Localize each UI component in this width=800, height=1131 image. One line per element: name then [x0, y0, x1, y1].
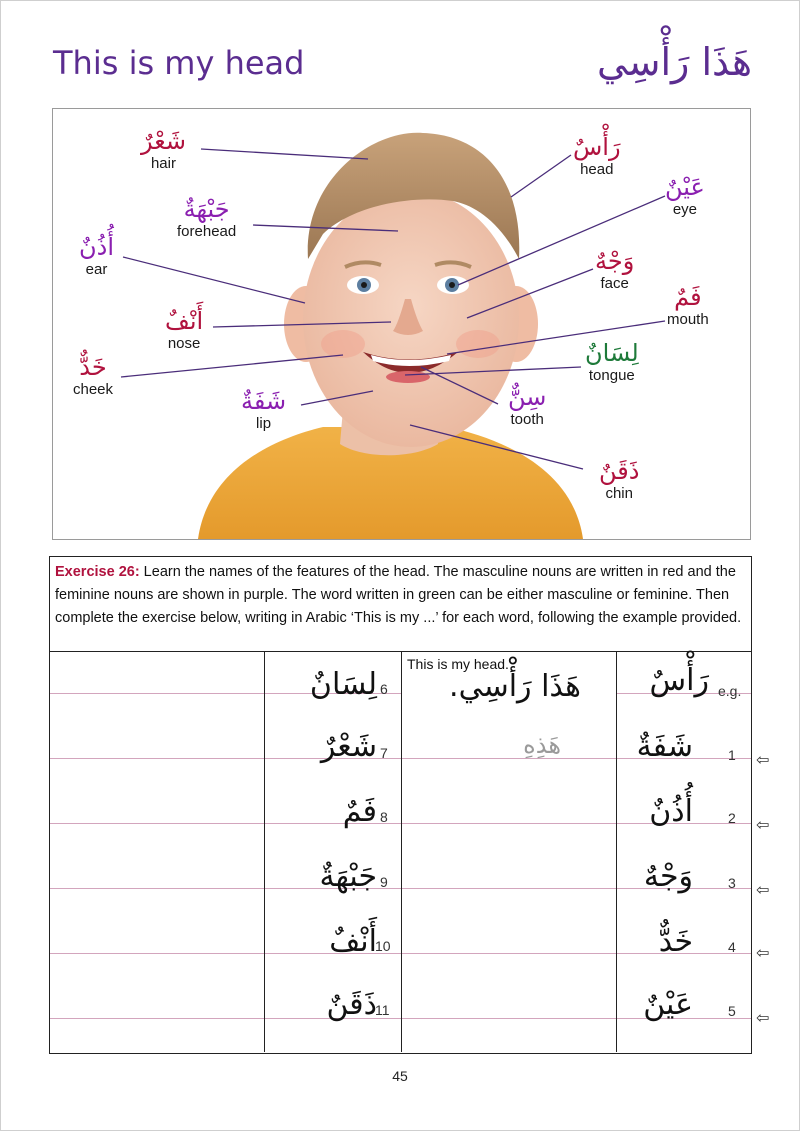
item-number: 8 [380, 809, 388, 825]
column-divider [616, 652, 617, 1052]
page-number: 45 [392, 1068, 408, 1084]
page-title: This is my head [53, 44, 305, 82]
word-3: وَجْهٌ [643, 859, 693, 894]
writing-line[interactable] [50, 888, 264, 889]
column-divider [264, 652, 265, 1052]
page-title-arabic: هَذَا رَأْسِي [596, 40, 752, 84]
word-10: أَنْفٌ [329, 924, 377, 959]
writing-line[interactable] [402, 758, 616, 759]
writing-line[interactable] [50, 758, 264, 759]
writing-line[interactable] [402, 953, 616, 954]
exercise-text: Learn the names of the features of the head. The masculine nouns are written in red and the feminine nouns are shown in purple. The word written in green can be either masculine or feminine. Then complete the exercise below, writing in Arabic ‘This is my ...’ for each word, following the example provided. [55, 564, 742, 626]
writing-line[interactable] [50, 953, 264, 954]
label-tooth: سِنٌّ tooth [508, 383, 547, 428]
arrow-left-icon: ⇦ [756, 750, 770, 769]
label-face: وَجْهٌ face [595, 247, 635, 292]
item-number: 3 [728, 875, 736, 891]
writing-line[interactable] [402, 1018, 616, 1019]
arrow-left-icon: ⇦ [756, 1008, 770, 1027]
labelled-head-photo [52, 108, 751, 540]
label-hair: شَعْرٌ hair [141, 127, 186, 172]
word-9: جَبْهَةٌ [319, 859, 377, 894]
label-forehead: جَبْهَةٌ forehead [177, 195, 237, 240]
item-number: 4 [728, 939, 736, 955]
exercise-box [49, 556, 752, 1054]
item-number: 11 [375, 1002, 390, 1018]
word-5: عَيْنٌ [643, 987, 693, 1022]
item-number: 9 [380, 874, 388, 890]
arrow-left-icon: ⇦ [756, 880, 770, 899]
word-6: لِسَانٌ [309, 667, 377, 702]
label-head: رَأْسٌ head [573, 133, 621, 178]
exercise-instructions [55, 561, 745, 630]
label-cheek: خَدٌّ cheek [73, 353, 114, 398]
column-divider [401, 652, 402, 1052]
item-number: 2 [728, 810, 736, 826]
writing-line[interactable] [50, 1018, 264, 1019]
boy-illustration [53, 109, 750, 539]
label-tongue: لِسَانٌ tongue [585, 339, 639, 384]
word-1: شَفَةٌ [636, 729, 693, 764]
example-answer-arabic: هَذَا رَأْسِي. [449, 669, 581, 704]
exercise-heading: Exercise 26: [55, 564, 140, 580]
label-chin: ذَقَنٌ chin [599, 457, 640, 502]
writing-line[interactable] [50, 823, 264, 824]
word-2: أُذُنٌ [649, 794, 693, 829]
label-nose: أَنْفٌ nose [165, 307, 204, 352]
label-lip: شَفَةٌ lip [241, 387, 287, 432]
word-8: فَمٌ [342, 794, 377, 829]
writing-line[interactable] [50, 693, 264, 694]
word-11: ذَقَنٌ [326, 987, 377, 1022]
item-number: 6 [380, 681, 388, 697]
item-number: 7 [380, 745, 388, 761]
writing-line[interactable] [402, 888, 616, 889]
hint-word: هَذِهِ [523, 731, 561, 759]
example-translation: This is my head. [407, 656, 509, 672]
item-number: 1 [728, 747, 736, 763]
word-4: خَدٌّ [658, 924, 693, 959]
item-number: 10 [375, 938, 391, 954]
writing-line[interactable] [402, 823, 616, 824]
example-word: رَأْسٌ [649, 663, 709, 698]
label-eye: عَيْنٌ eye [665, 173, 705, 218]
label-ear: أُذُنٌ ear [79, 233, 114, 278]
example-label: e.g. [718, 683, 742, 699]
label-mouth: فَمٌ mouth [667, 283, 709, 328]
arrow-left-icon: ⇦ [756, 815, 770, 834]
item-number: 5 [728, 1003, 736, 1019]
arrow-left-icon: ⇦ [756, 943, 770, 962]
word-7: شَعْرٌ [320, 729, 377, 764]
